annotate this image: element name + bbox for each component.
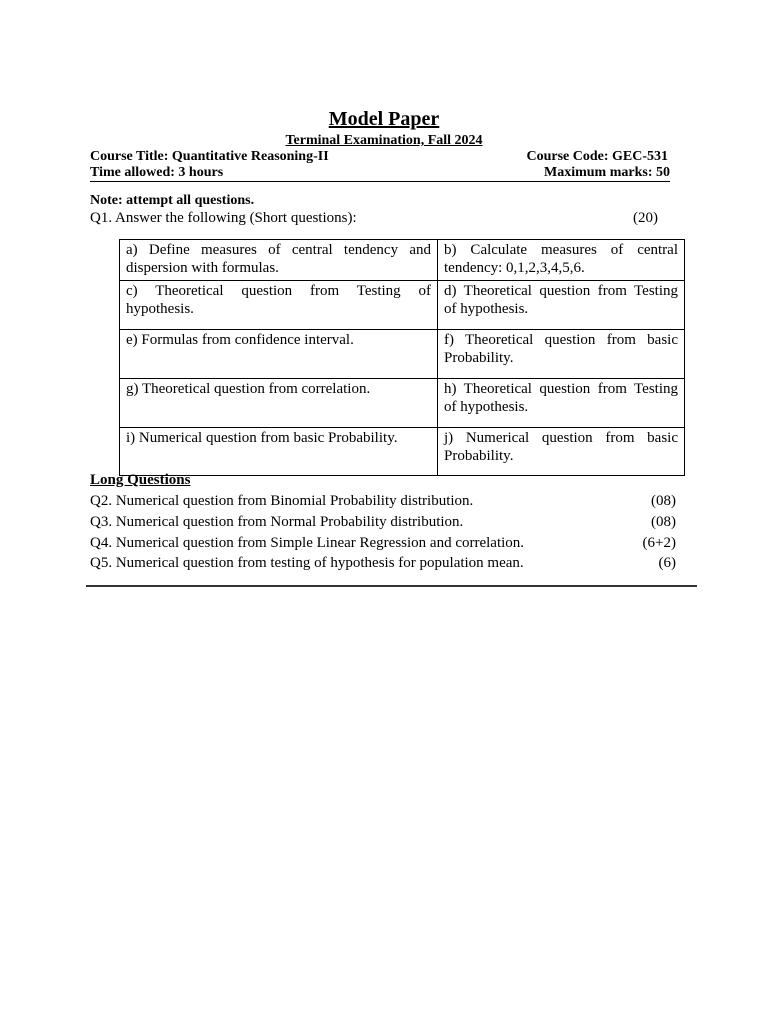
exam-info-row bbox=[90, 165, 670, 182]
table-row bbox=[120, 281, 685, 330]
table-row bbox=[120, 379, 685, 428]
instruction-note: Note: attempt all questions. bbox=[90, 193, 255, 208]
question-text: Q2. Numerical question from Binomial Probability distribution. bbox=[90, 493, 474, 509]
short-question-j: j) Numerical question from basic Probability. bbox=[438, 428, 685, 476]
question-text: Q3. Numerical question from Normal Probability distribution. bbox=[90, 514, 464, 530]
long-questions-title: Long Questions bbox=[90, 472, 191, 488]
question-text: Q5. Numerical question from testing of hypothesis for population mean. bbox=[90, 555, 524, 571]
question-marks: (08) bbox=[651, 514, 676, 530]
q1-marks: (20) bbox=[633, 210, 658, 226]
exam-subtitle: Terminal Examination, Fall 2024 bbox=[285, 133, 483, 148]
question-marks: (6) bbox=[658, 555, 676, 571]
q1-heading bbox=[90, 210, 658, 227]
bottom-divider bbox=[86, 585, 697, 587]
time-allowed: Time allowed: 3 hours bbox=[90, 165, 224, 180]
short-question-h: h) Theoretical question from Testing of hypothesis. bbox=[438, 379, 685, 428]
table-row bbox=[120, 240, 685, 281]
question-marks: (08) bbox=[651, 493, 676, 509]
short-question-c: c) Theoretical question from Testing of hypothesis. bbox=[120, 281, 438, 330]
long-question-q4 bbox=[90, 535, 676, 552]
long-question-q3 bbox=[90, 514, 676, 531]
course-info-row bbox=[90, 149, 670, 165]
course-title: Course Title: Quantitative Reasoning-II bbox=[90, 149, 329, 164]
short-question-a: a) Define measures of central tendency and dispersion with formulas. bbox=[120, 240, 438, 281]
table-row bbox=[120, 428, 685, 476]
table-row bbox=[120, 330, 685, 379]
short-question-d: d) Theoretical question from Testing of hypothesis. bbox=[438, 281, 685, 330]
short-question-e: e) Formulas from confidence interval. bbox=[120, 330, 438, 379]
short-question-g: g) Theoretical question from correlation. bbox=[120, 379, 438, 428]
long-question-q5 bbox=[90, 555, 676, 572]
question-marks: (6+2) bbox=[642, 535, 676, 551]
maximum-marks: Maximum marks: 50 bbox=[544, 165, 670, 180]
question-text: Q4. Numerical question from Simple Linear Regression and correlation. bbox=[90, 535, 525, 551]
short-questions-table bbox=[119, 239, 685, 476]
q1-text: Q1. Answer the following (Short questions): bbox=[90, 210, 357, 226]
short-question-i: i) Numerical question from basic Probability. bbox=[120, 428, 438, 476]
short-question-b: b) Calculate measures of central tendency: 0,1,2,3,4,5,6. bbox=[438, 240, 685, 281]
short-question-f: f) Theoretical question from basic Probability. bbox=[438, 330, 685, 379]
course-code: Course Code: GEC-531 bbox=[526, 149, 668, 164]
page-title: Model Paper bbox=[328, 108, 440, 130]
long-question-q2 bbox=[90, 493, 676, 510]
